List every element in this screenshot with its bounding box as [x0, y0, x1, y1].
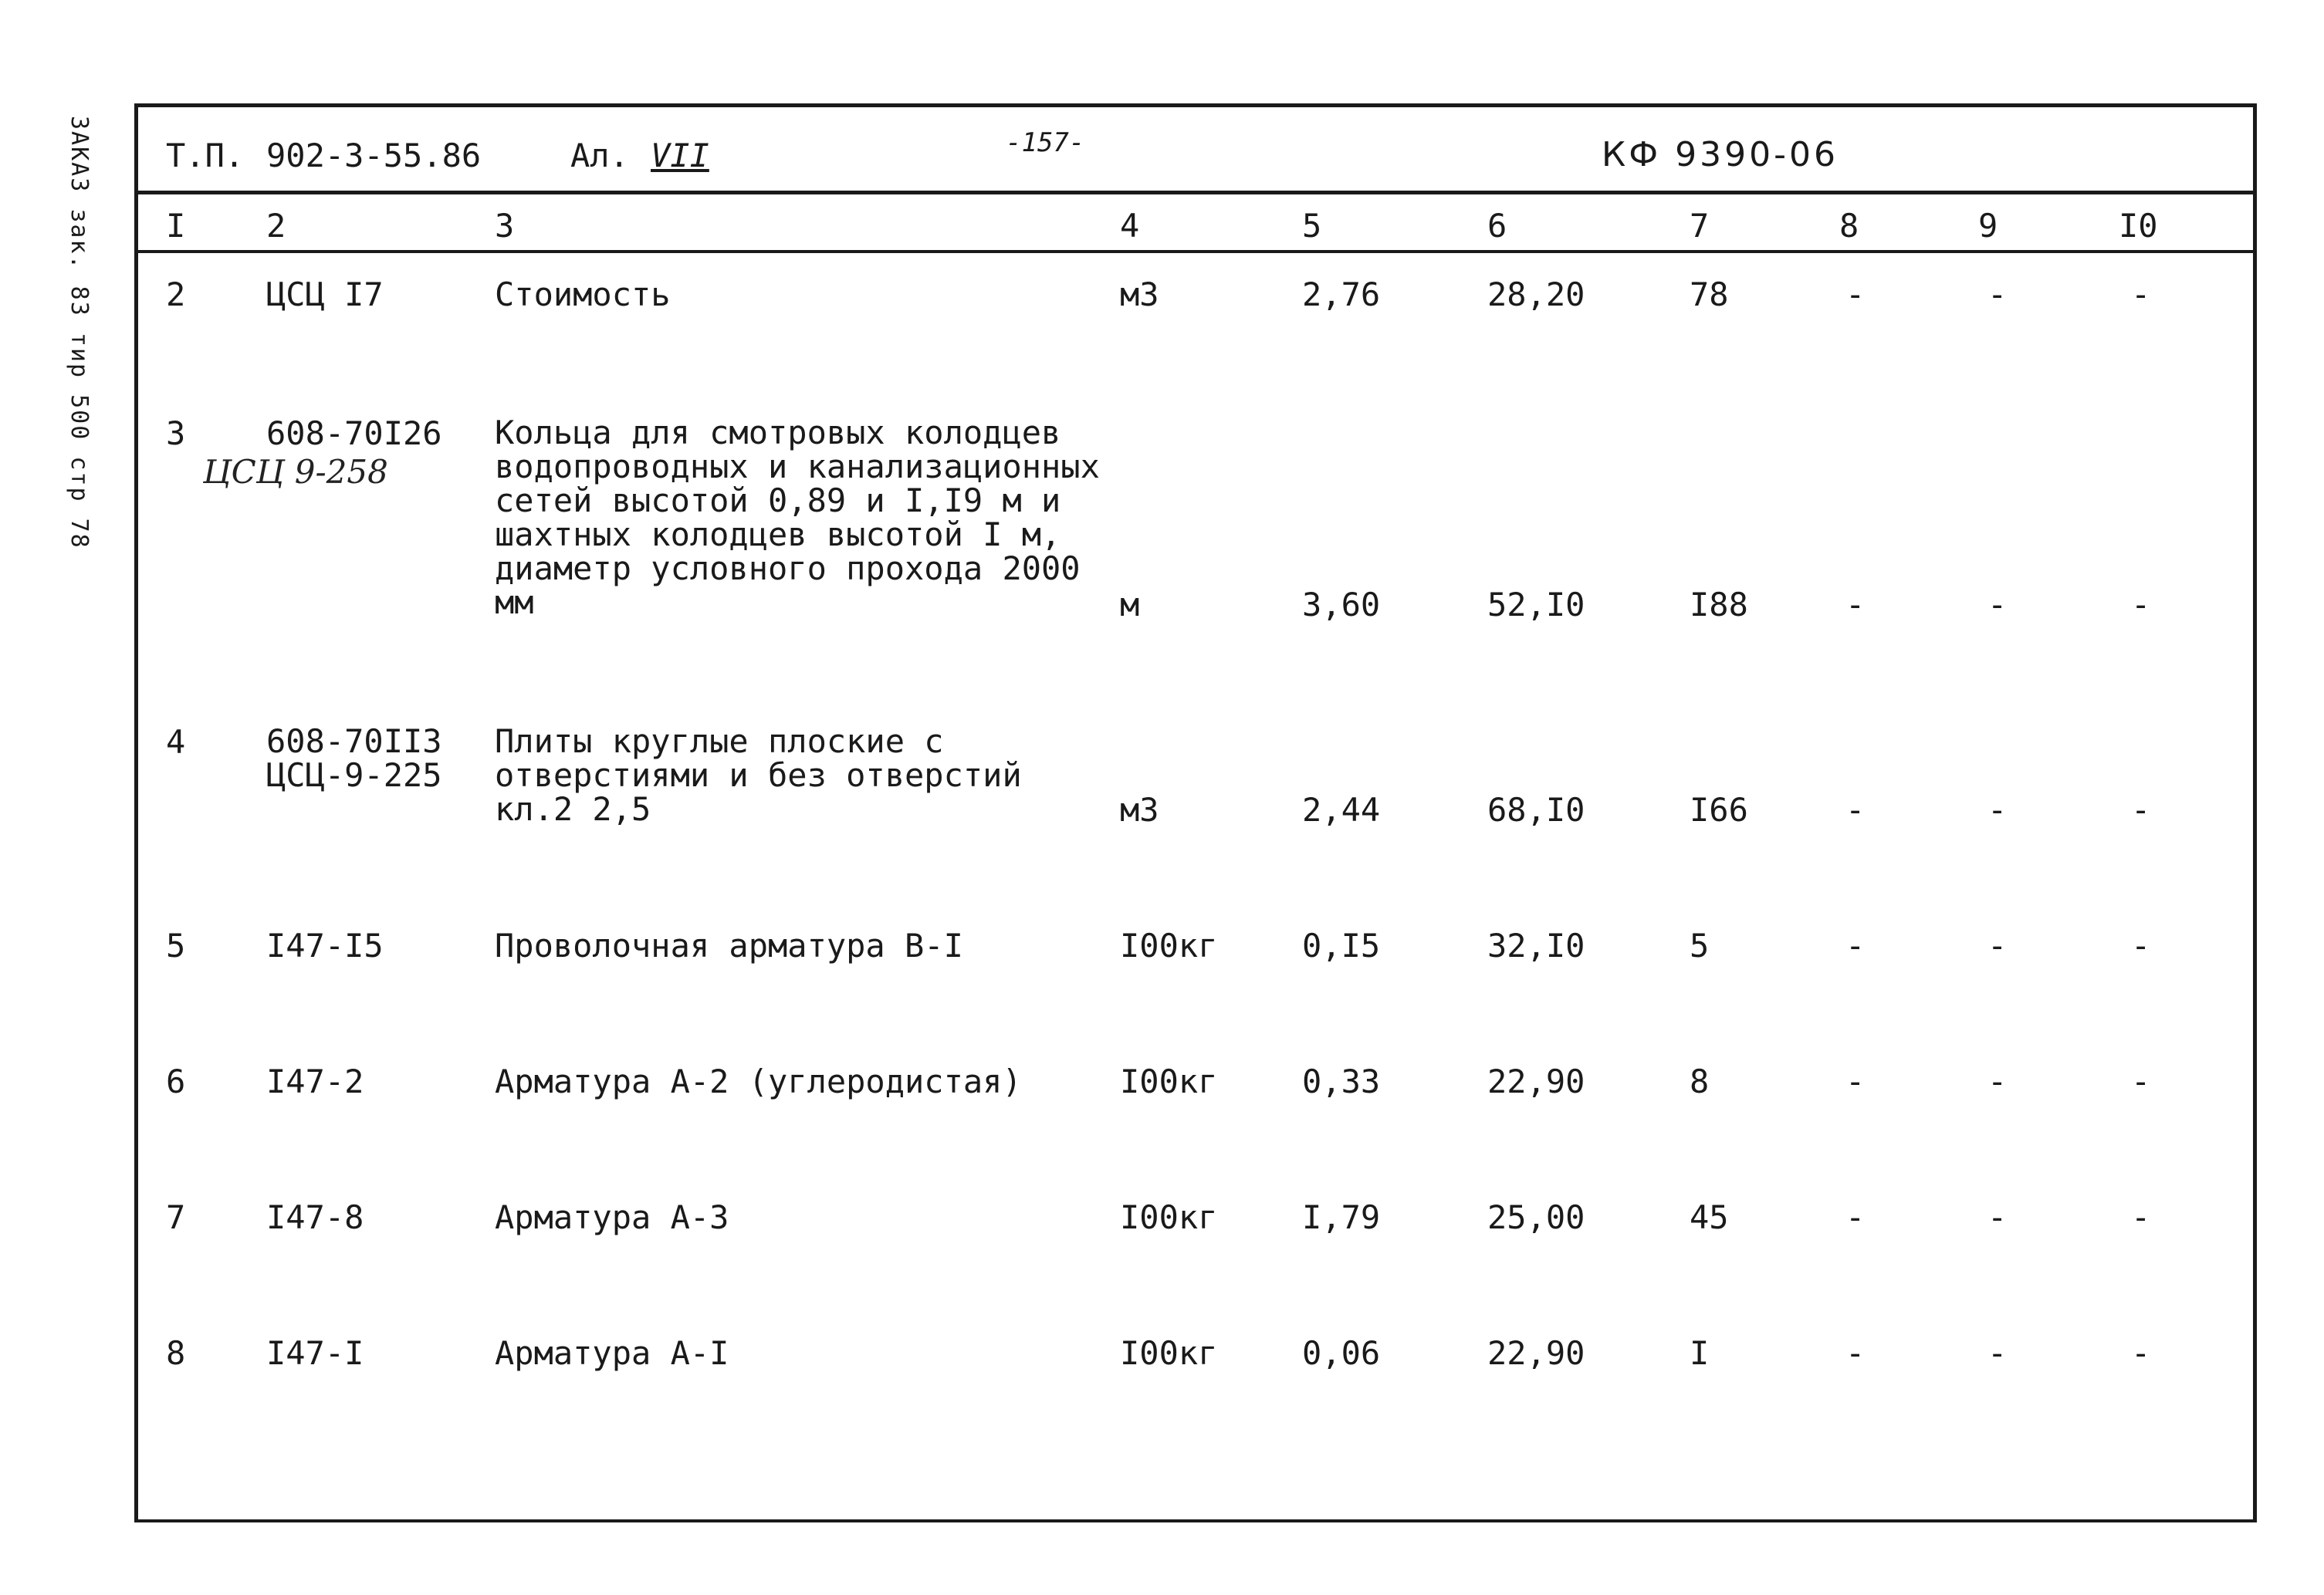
row-col9: -: [1987, 1334, 2008, 1372]
col-num-3: 3: [495, 207, 515, 245]
row-number: 2: [166, 275, 186, 313]
row-quantity: 0,06: [1302, 1334, 1381, 1372]
row-number: 8: [166, 1334, 186, 1372]
row-description: Плиты круглые плоские с отверстиями и без отверстий кл.2 2,5: [495, 722, 1022, 828]
row-unit-price: 68,I0: [1487, 791, 1585, 829]
project-number: 902-3-55.86: [266, 137, 482, 174]
row-unit-price: 32,I0: [1487, 927, 1585, 965]
row-unit-price: 25,00: [1487, 1198, 1585, 1236]
column-number-row: [138, 194, 2253, 253]
row-code: ЦСЦ I7: [266, 275, 384, 313]
row-col10: -: [2131, 927, 2151, 965]
row-col10: -: [2131, 791, 2151, 829]
row-number: 5: [166, 927, 186, 965]
row-col8: -: [1845, 1334, 1866, 1372]
row-col8: -: [1845, 791, 1866, 829]
row-description: Арматура А-2 (углеродистая): [495, 1063, 1022, 1100]
row-unit: I00кг: [1120, 1198, 1218, 1236]
col-num-4: 4: [1120, 207, 1140, 245]
row-col9: -: [1987, 927, 2008, 965]
row-col9: -: [1987, 586, 2008, 623]
row-col9: -: [1987, 1063, 2008, 1100]
row-col8: -: [1845, 275, 1866, 313]
row-col9: -: [1987, 791, 2008, 829]
row-unit: I00кг: [1120, 1063, 1218, 1100]
row-col10: -: [2131, 1198, 2151, 1236]
row-col10: -: [2131, 586, 2151, 623]
row-total: 45: [1690, 1198, 1729, 1236]
row-unit-price: 52,I0: [1487, 586, 1585, 623]
row-unit: м3: [1120, 275, 1159, 313]
row-number: 3: [166, 414, 186, 452]
row-number: 6: [166, 1063, 186, 1100]
row-col8: -: [1845, 1198, 1866, 1236]
row-code-handwritten: ЦСЦ 9-258: [203, 453, 388, 491]
col-num-8: 8: [1839, 207, 1859, 245]
row-unit-price: 28,20: [1487, 275, 1585, 313]
row-quantity: 0,33: [1302, 1063, 1381, 1100]
col-num-9: 9: [1978, 207, 1998, 245]
row-code: I47-I5: [266, 927, 384, 965]
tp-label: Т.П.: [166, 137, 245, 174]
col-num-10: I0: [2119, 207, 2158, 245]
row-unit: I00кг: [1120, 927, 1218, 965]
row-total: 5: [1690, 927, 1710, 965]
row-code: I47-8: [266, 1198, 364, 1236]
row-quantity: I,79: [1302, 1198, 1381, 1236]
col-num-6: 6: [1487, 207, 1507, 245]
col-num-2: 2: [266, 207, 286, 245]
row-col10: -: [2131, 1334, 2151, 1372]
document-code: КФ 9390-06: [1602, 135, 1839, 174]
row-total: 8: [1690, 1063, 1710, 1100]
row-description: Арматура А-I: [495, 1334, 729, 1372]
row-total: I88: [1690, 586, 1748, 623]
album-label: Ал.: [570, 137, 629, 174]
row-code: 608-70II3 ЦСЦ-9-225: [266, 722, 442, 794]
col-num-1: I: [166, 207, 186, 245]
row-col8: -: [1845, 1063, 1866, 1100]
row-unit-price: 22,90: [1487, 1334, 1585, 1372]
row-col9: -: [1987, 275, 2008, 313]
row-total: I: [1690, 1334, 1710, 1372]
header-row: [138, 107, 2253, 194]
row-code: I47-2: [266, 1063, 364, 1100]
row-total: 78: [1690, 275, 1729, 313]
row-quantity: 0,I5: [1302, 927, 1381, 965]
row-description: Арматура А-3: [495, 1198, 729, 1236]
col-num-7: 7: [1690, 207, 1710, 245]
row-quantity: 2,44: [1302, 791, 1381, 829]
row-number: 4: [166, 723, 186, 761]
row-code: I47-I: [266, 1334, 364, 1372]
row-col9: -: [1987, 1198, 2008, 1236]
row-description: Стоимость: [495, 275, 671, 313]
row-description: Проволочная арматура В-I: [495, 927, 963, 965]
row-col8: -: [1845, 927, 1866, 965]
row-total: I66: [1690, 791, 1748, 829]
row-col8: -: [1845, 586, 1866, 623]
row-unit: м3: [1120, 791, 1159, 829]
col-num-5: 5: [1302, 207, 1322, 245]
row-unit: м: [1120, 586, 1140, 623]
row-quantity: 3,60: [1302, 586, 1381, 623]
table-frame: [134, 103, 2257, 1522]
row-col10: -: [2131, 275, 2151, 313]
page-number: -157-: [1006, 127, 1085, 158]
row-unit-price: 22,90: [1487, 1063, 1585, 1100]
row-col10: -: [2131, 1063, 2151, 1100]
side-print-stamp: ЗАКАЗ зак. 83 тир 500 стр 78: [66, 116, 93, 549]
row-number: 7: [166, 1198, 186, 1236]
row-code: 608-70I26: [266, 414, 442, 452]
row-description: Кольца для смотровых колодцев водопроводных и канализационных сетей высотой 0,89 и I,I9 м и шахтных колодцев высотой I м, диаметр условного прохода 2000 мм: [495, 414, 1100, 621]
row-quantity: 2,76: [1302, 275, 1381, 313]
row-unit: I00кг: [1120, 1334, 1218, 1372]
album-number: VII: [651, 137, 709, 174]
